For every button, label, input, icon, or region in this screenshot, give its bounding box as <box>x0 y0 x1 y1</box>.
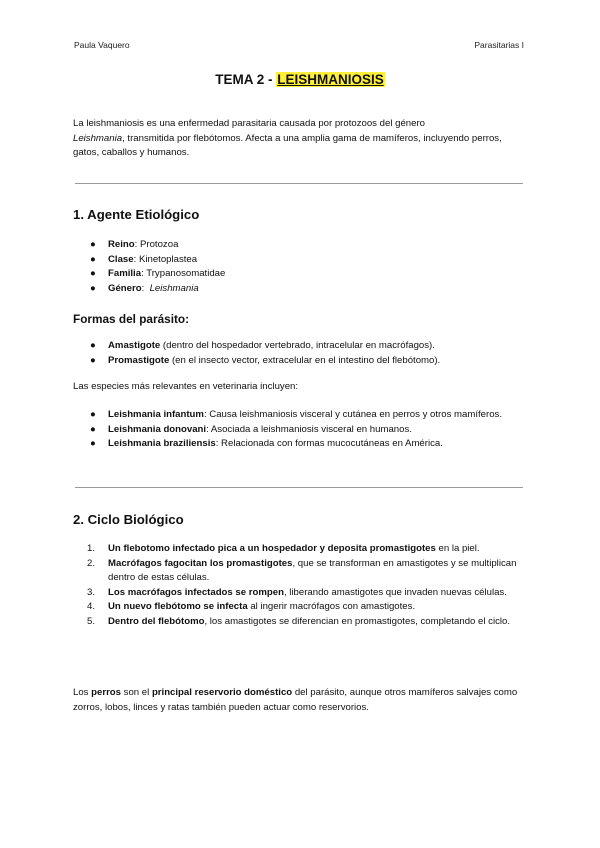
list-item: ● Género: Leishmania <box>73 282 528 297</box>
list-item: ● Leishmania braziliensis: Relacionada con formas mucocutáneas en América. <box>73 437 528 452</box>
list-item: 4. Un nuevo flebótomo se infecta al ingerir macrófagos con amastigotes. <box>87 601 416 612</box>
closing-paragraph: Los perros son el principal reservorio doméstico del parásito, aunque otros mamíferos salvajes como zorros, lobos, linces y ratas también pueden actuar como reservorios. <box>73 687 518 713</box>
list-item: ● Amastigote (dentro del hospedador vertebrado, intracelular en macrófagos). <box>73 339 528 354</box>
bullet-icon: ● <box>90 409 96 420</box>
bullet-icon: ● <box>90 282 96 294</box>
bullet-icon: ● <box>90 268 96 279</box>
list-item: ● Clase: Kinetoplastea <box>73 253 528 268</box>
intro-genus: Leishmania <box>73 132 123 144</box>
list-item: ● Reino: Protozoa <box>73 238 528 253</box>
list-item: ● Leishmania infantum: Causa leishmaniosis visceral y cutánea en perros y otros mamíferos. <box>73 408 528 423</box>
section2-heading: 2. Ciclo Biológico <box>73 512 184 527</box>
list-item: ● Leishmania donovani: Asociada a leishmaniosis visceral en humanos. <box>73 423 528 438</box>
species-list <box>73 408 528 452</box>
bullet-icon: ● <box>90 423 96 435</box>
list-item: 5. Dentro del flebótomo, los amastigotes se diferencian en promastigotes, completando el ciclo. <box>87 615 511 627</box>
divider <box>75 183 523 184</box>
forms-heading: Formas del parásito: <box>73 312 190 326</box>
taxonomy-list <box>73 238 528 296</box>
list-item: ● Familia: Trypanosomatidae <box>73 267 528 282</box>
bullet-icon: ● <box>90 438 96 449</box>
page-title <box>0 72 600 87</box>
divider <box>75 487 523 488</box>
header-author: Paula Vaquero <box>74 40 130 50</box>
bullet-icon: ● <box>90 253 96 265</box>
list-item: 1. Un flebotomo infectado pica a un hospedador y deposita promastigotes en la piel. <box>87 543 480 554</box>
forms-list <box>73 339 528 368</box>
title-highlight: LEISHMANIOSIS <box>277 72 384 87</box>
species-intro: Las especies más relevantes en veterinaria incluyen: <box>73 381 299 392</box>
cycle-steps-list <box>73 542 528 629</box>
bullet-icon: ● <box>90 239 96 250</box>
title-prefix: TEMA 2 - <box>215 72 277 87</box>
intro-paragraph: La leishmaniosis es una enfermedad parasitaria causada por protozoos del género Leishmania, transmitida por flebótomos. Afecta a una amplia gama de mamíferos, incluyendo perros, gatos, caballos y humanos. <box>73 118 502 158</box>
list-item: ● Promastigote (en el insecto vector, extracelular en el intestino del flebótomo). <box>73 354 528 369</box>
header-course: Parasitarias I <box>474 40 524 50</box>
section1-heading: 1. Agente Etiológico <box>73 207 200 222</box>
list-item: 3. Los macrófagos infectados se rompen, liberando amastigotes que invaden nuevas células. <box>87 586 507 598</box>
list-item: 2. Macrófagos fagocitan los promastigotes, que se transforman en amastigotes y se multiplican dentro de estas células. <box>87 557 517 583</box>
bullet-icon: ● <box>90 354 96 366</box>
bullet-icon: ● <box>90 340 96 351</box>
